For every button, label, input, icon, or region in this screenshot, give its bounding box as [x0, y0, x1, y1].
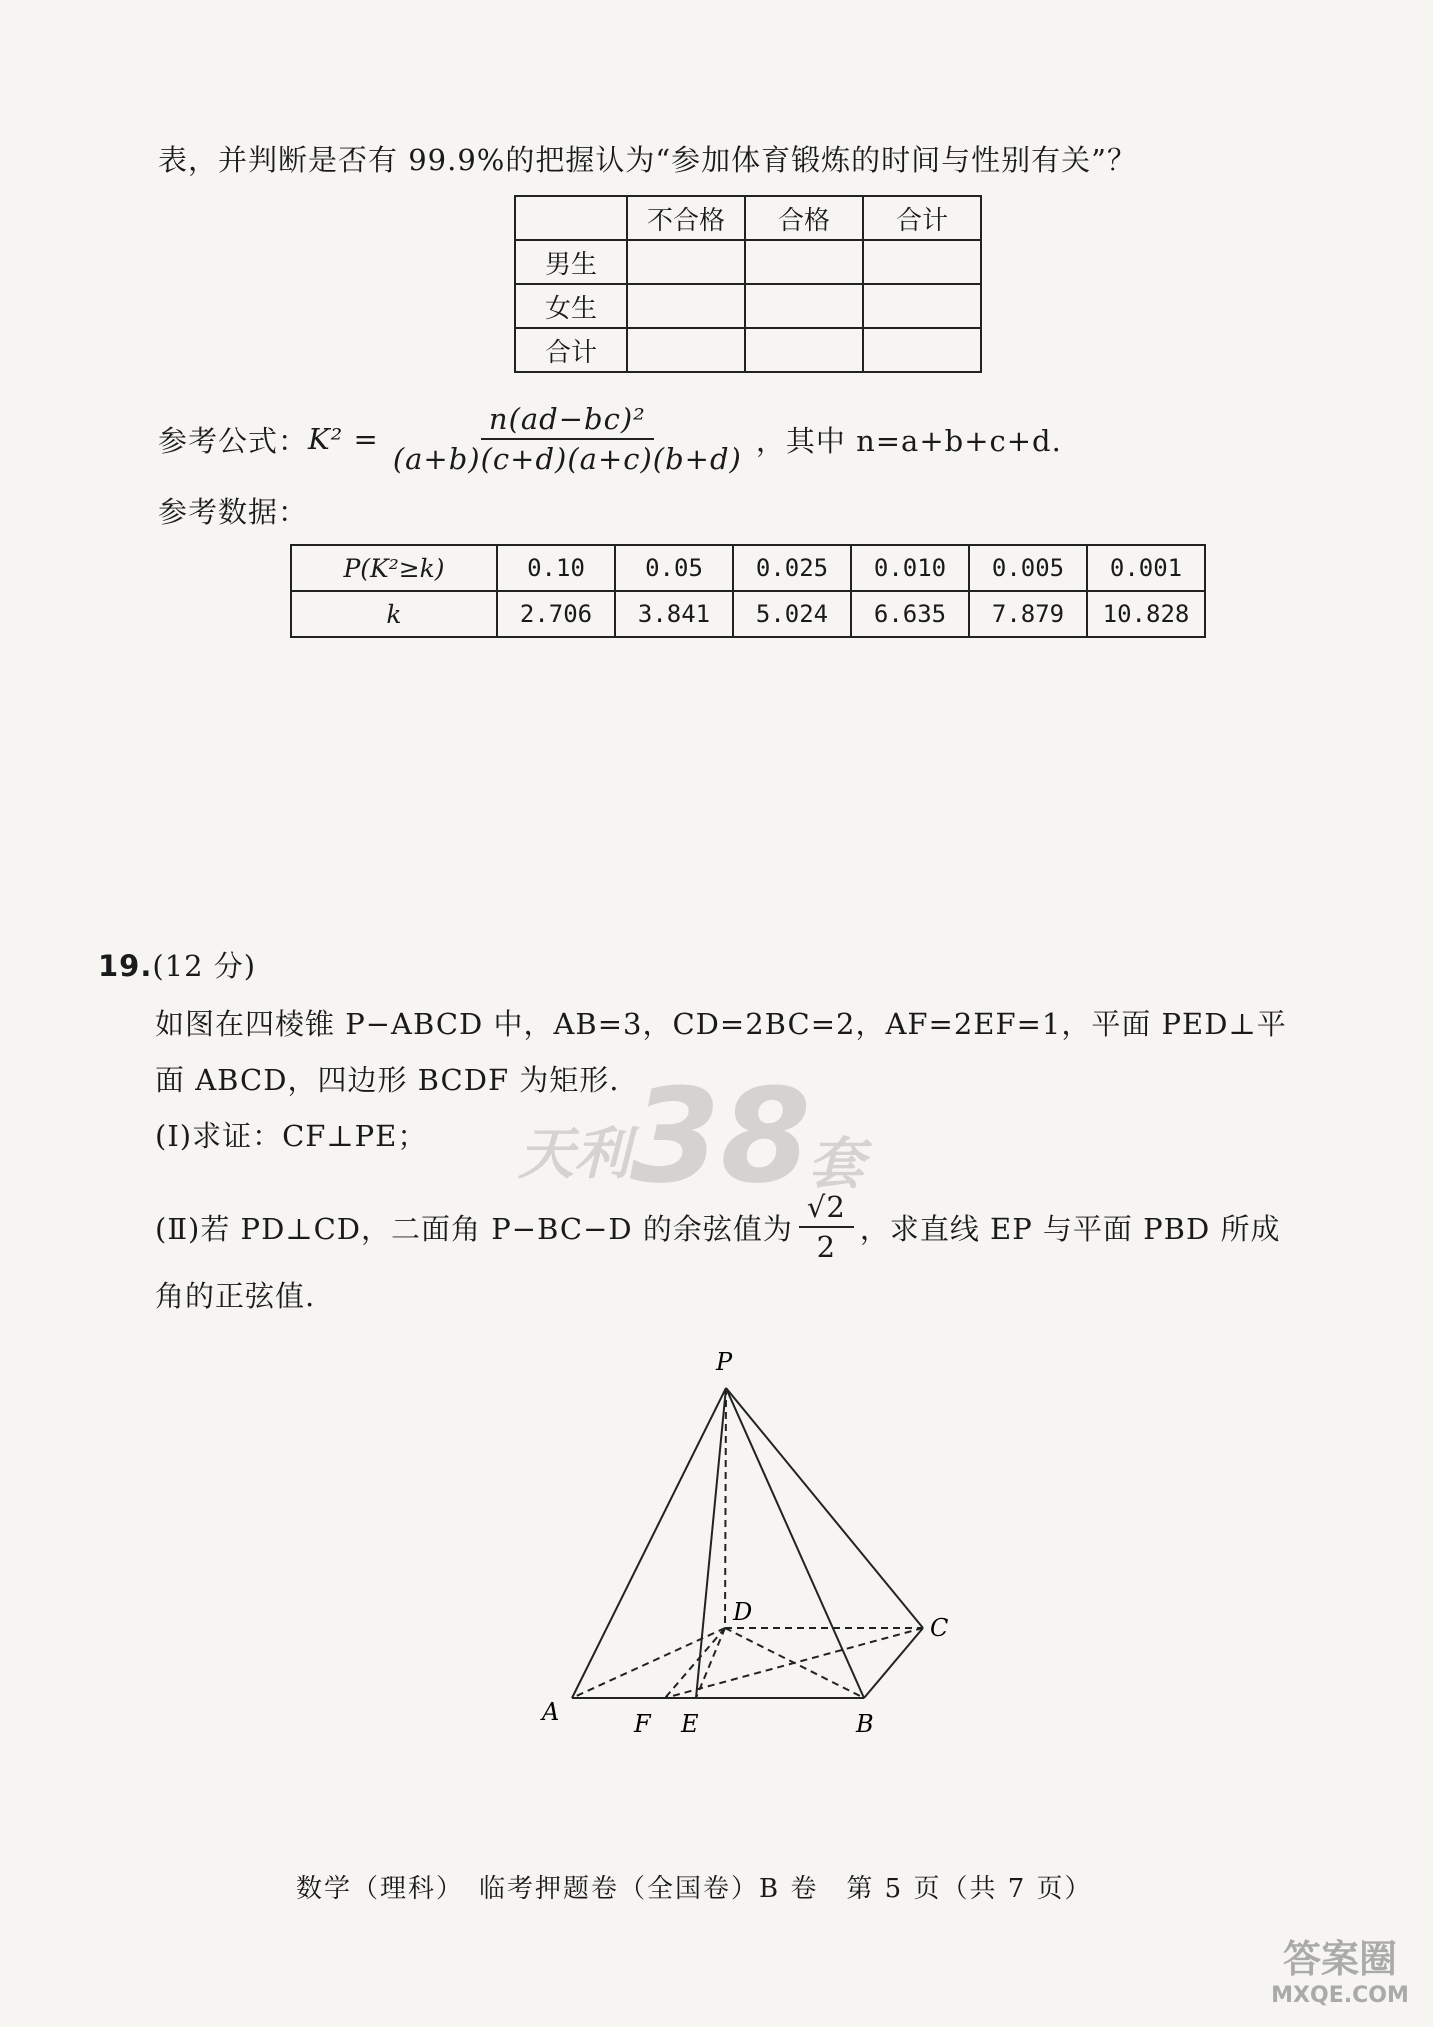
- table-cell: 合计: [515, 328, 627, 372]
- table-header: 不合格: [627, 196, 745, 240]
- edge-pc: [726, 1388, 923, 1628]
- edge-df: [665, 1628, 725, 1698]
- edge-bc: [864, 1628, 923, 1698]
- table-cell: [627, 240, 745, 284]
- table-cell: [745, 328, 863, 372]
- formula-denominator: (a+b)(c+d)(a+c)(b+d): [392, 442, 742, 476]
- reference-data-label: 参考数据：: [158, 495, 309, 529]
- table-header: 合格: [745, 196, 863, 240]
- table-row: [291, 545, 1205, 591]
- vertex-label-a: A: [542, 1698, 560, 1726]
- edge-pd: [725, 1388, 726, 1628]
- table-cell: 0.10: [497, 545, 615, 591]
- table-row: [515, 196, 981, 240]
- table-cell: 10.828: [1087, 591, 1205, 637]
- table-row: [515, 240, 981, 284]
- watermark: [518, 1060, 918, 1220]
- watermark-suffix: 套: [808, 1132, 864, 1197]
- table-header: 合计: [863, 196, 981, 240]
- formula: [158, 402, 1062, 476]
- table-row: [515, 328, 981, 372]
- formula-numerator: n(ad−bc)²: [481, 402, 654, 440]
- problem-stem-line1: 如图在四棱锥 P−ABCD 中，AB=3，CD=2BC=2，AF=2EF=1，平面 PED⊥平: [155, 1007, 1287, 1041]
- table-cell: [863, 284, 981, 328]
- formula-fraction: [385, 402, 750, 476]
- watermark-number: 38: [630, 1060, 811, 1212]
- table-cell: 7.879: [969, 591, 1087, 637]
- formula-lhs: K² =: [308, 422, 379, 456]
- table-header: k: [291, 591, 497, 637]
- edge-pe: [696, 1388, 726, 1698]
- corner-logo-text: 答案圈: [1282, 1937, 1397, 1981]
- problem-part1: (Ⅰ)求证：CF⊥PE；: [155, 1119, 428, 1153]
- formula-tail: ，其中 n=a+b+c+d.: [755, 423, 1062, 458]
- vertex-label-b: B: [856, 1710, 874, 1738]
- edge-pa: [572, 1388, 726, 1698]
- problem-header: [98, 944, 256, 985]
- table-cell: 0.025: [733, 545, 851, 591]
- table-cell: [627, 284, 745, 328]
- problem-number: 19.: [98, 949, 153, 983]
- reference-table: [290, 544, 1206, 638]
- table-cell: [515, 196, 627, 240]
- table-cell: [745, 284, 863, 328]
- table-cell: [627, 328, 745, 372]
- table-cell: 0.010: [851, 545, 969, 591]
- corner-logo: [1250, 1928, 1430, 2008]
- table-cell: [863, 240, 981, 284]
- problem-part2-line2: 角的正弦值.: [155, 1279, 316, 1313]
- pyramid-figure: [520, 1340, 1000, 1740]
- edge-db: [725, 1628, 864, 1698]
- vertex-label-f: F: [634, 1710, 651, 1738]
- table-cell: 0.005: [969, 545, 1087, 591]
- vertex-label-p: P: [716, 1348, 733, 1376]
- table-row: [291, 591, 1205, 637]
- part2-prefix: (Ⅱ)若 PD⊥CD，二面角 P−BC−D 的余弦值为: [155, 1211, 793, 1246]
- table-cell: 男生: [515, 240, 627, 284]
- corner-logo-url: MXQE.COM: [1271, 1983, 1409, 2008]
- page-footer: 数学（理科） 临考押题卷（全国卷）B 卷 第 5 页（共 7 页）: [296, 1874, 1093, 1904]
- table-cell: [863, 328, 981, 372]
- table-cell: 女生: [515, 284, 627, 328]
- table-cell: 3.841: [615, 591, 733, 637]
- edge-pb: [726, 1388, 864, 1698]
- table-cell: 2.706: [497, 591, 615, 637]
- table-row: [515, 284, 981, 328]
- part2-fraction-denominator: 2: [816, 1230, 837, 1264]
- vertex-label-c: C: [930, 1614, 949, 1642]
- contingency-table: [514, 195, 982, 373]
- table-cell: 0.05: [615, 545, 733, 591]
- problem-stem-line2: 面 ABCD，四边形 BCDF 为矩形.: [155, 1063, 620, 1097]
- intro-text: 表，并判断是否有 99.9%的把握认为“参加体育锻炼的时间与性别有关”？: [158, 143, 1137, 177]
- part2-fraction-numerator: √2: [799, 1190, 854, 1228]
- table-header: P(K²≥k): [291, 545, 497, 591]
- formula-label: 参考公式：: [158, 423, 309, 458]
- table-cell: 0.001: [1087, 545, 1205, 591]
- part2-suffix: ，求直线 EP 与平面 PBD 所成: [859, 1211, 1281, 1246]
- watermark-brand: 天利: [518, 1122, 630, 1187]
- problem-points: (12 分): [152, 949, 257, 983]
- table-cell: [745, 240, 863, 284]
- vertex-label-d: D: [733, 1598, 753, 1626]
- vertex-label-e: E: [681, 1710, 699, 1738]
- table-cell: 6.635: [851, 591, 969, 637]
- table-cell: 5.024: [733, 591, 851, 637]
